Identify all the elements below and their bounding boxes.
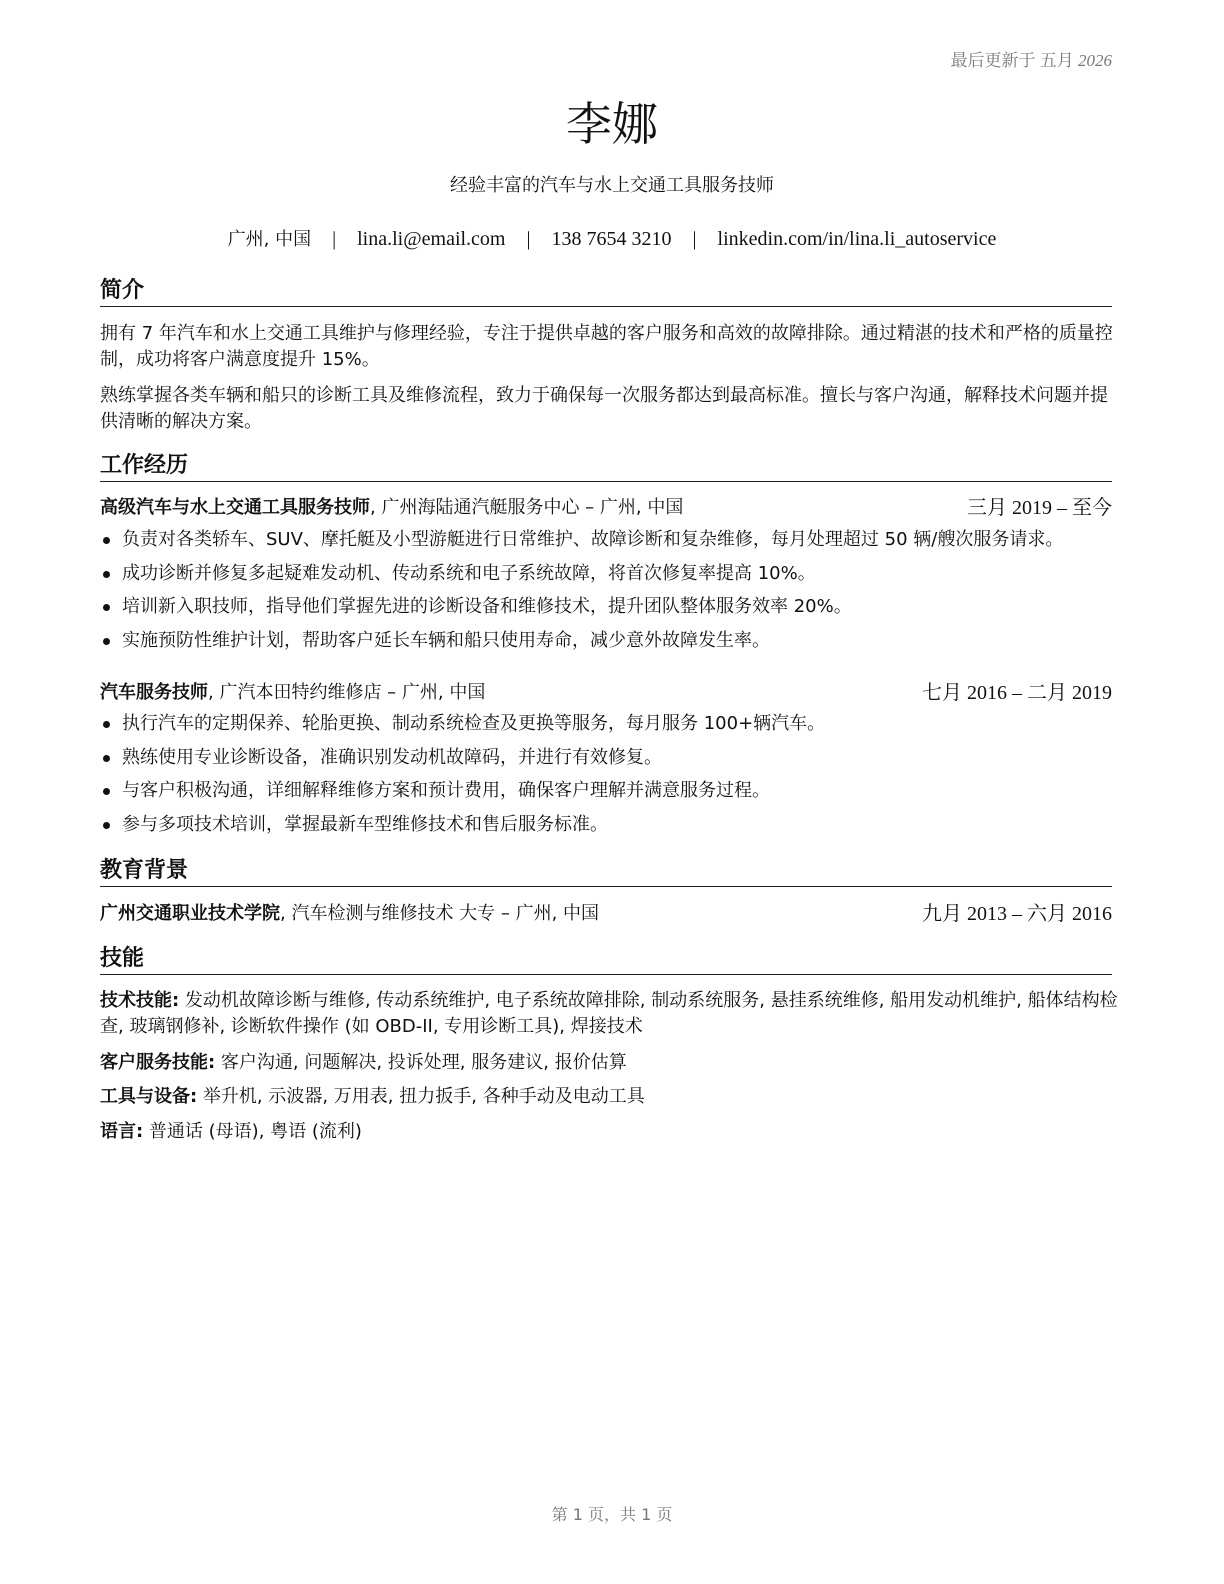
contact-separator: | xyxy=(332,228,337,250)
contact-phone: 138 7654 3210 xyxy=(551,228,672,250)
job-dates: 七月 2016 – 二月 2019 xyxy=(922,682,1112,704)
skill-label: 工具与设备: xyxy=(100,1086,198,1107)
bullet-icon xyxy=(103,721,110,728)
bullet-icon xyxy=(103,638,110,645)
school-name: 广州交通职业技术学院 xyxy=(100,903,280,924)
skill-text: 普通话 (母语), 粤语 (流利) xyxy=(143,1121,362,1142)
bullet-text: 成功诊断并修复多起疑难发动机、传动系统和电子系统故障，将首次修复率提高 10%。 xyxy=(122,562,816,584)
skill-label: 技术技能: xyxy=(100,990,180,1011)
skill-row xyxy=(100,1050,1118,1076)
list-item xyxy=(100,711,1120,745)
education-entry xyxy=(100,901,1112,927)
list-item xyxy=(100,561,1120,595)
page-number: 第 1 页，共 1 页 xyxy=(551,1505,673,1524)
bullet-icon xyxy=(103,788,110,795)
skill-label: 客户服务技能: xyxy=(100,1052,216,1073)
candidate-name: 李娜 xyxy=(566,97,658,151)
education-detail: , 汽车检测与维修技术 大专 – 广州, 中国 xyxy=(280,903,600,924)
bullet-text: 实施预防性维护计划，帮助客户延长车辆和船只使用寿命，减少意外故障发生率。 xyxy=(122,629,770,651)
section-heading-education: 教育背景 xyxy=(100,857,1112,887)
job-header xyxy=(100,495,1112,521)
bullet-icon xyxy=(103,571,110,578)
contact-separator: | xyxy=(692,228,697,250)
candidate-subtitle: 经验丰富的汽车与水上交通工具服务技师 xyxy=(450,175,774,196)
bullet-icon xyxy=(103,822,110,829)
education-dates: 九月 2013 – 六月 2016 xyxy=(922,903,1112,925)
skill-row xyxy=(100,988,1118,1040)
bullet-text: 与客户积极沟通，详细解释维修方案和预计费用，确保客户理解并满意服务过程。 xyxy=(122,780,770,801)
job-bullet-list xyxy=(100,711,1120,845)
job-title: 汽车服务技师 xyxy=(100,682,208,703)
skill-row xyxy=(100,1119,1118,1145)
bullet-text: 执行汽车的定期保养、轮胎更换、制动系统检查及更换等服务，每月服务 100+辆汽车。 xyxy=(122,713,826,734)
job-bullet-list xyxy=(100,527,1120,661)
bullet-icon xyxy=(103,537,110,544)
skill-text: 发动机故障诊断与维修, 传动系统维护, 电子系统故障排除, 制动系统服务, 悬挂系统维修, 船用发动机维护, 船体结构检查, 玻璃钢修补, 诊断软件操作 (如 OBD-II, 专用诊断工具), 焊接技术 xyxy=(100,990,1118,1037)
bullet-text: 参与多项技术培训，掌握最新车型维修技术和售后服务标准。 xyxy=(122,813,608,835)
contact-separator: | xyxy=(526,228,531,250)
section-heading-experience: 工作经历 xyxy=(100,452,1112,482)
skill-text: 举升机, 示波器, 万用表, 扭力扳手, 各种手动及电动工具 xyxy=(197,1086,645,1107)
section-heading-skills: 技能 xyxy=(100,945,1112,975)
bullet-text: 熟练使用专业诊断设备，准确识别发动机故障码，并进行有效修复。 xyxy=(122,746,662,768)
job-header xyxy=(100,680,1112,706)
list-item xyxy=(100,527,1120,561)
job-dates: 三月 2019 – 至今 xyxy=(967,497,1112,519)
bullet-text: 负责对各类轿车、SUV、摩托艇及小型游艇进行日常维护、故障诊断和复杂维修，每月处理超过 50 辆/艘次服务请求。 xyxy=(122,529,1064,550)
list-item xyxy=(100,778,1120,812)
last-updated-month: 五月 xyxy=(1039,51,1074,70)
list-item xyxy=(100,628,1120,662)
last-updated-prefix: 最后更新于 xyxy=(950,51,1036,70)
bullet-icon xyxy=(103,604,110,611)
contact-email[interactable]: lina.li@email.com xyxy=(357,228,506,250)
summary-paragraph: 熟练掌握各类车辆和船只的诊断工具及维修流程，致力于确保每一次服务都达到最高标准。擅长与客户沟通，解释技术问题并提供清晰的解决方案。 xyxy=(100,385,1108,432)
contact-location: 广州, 中国 xyxy=(227,229,312,250)
job-organization: , 广汽本田特约维修店 – 广州, 中国 xyxy=(208,682,486,703)
last-updated xyxy=(951,46,1113,71)
last-updated-year: 2026 xyxy=(1078,51,1112,70)
summary-paragraph: 拥有 7 年汽车和水上交通工具维护与修理经验，专注于提供卓越的客户服务和高效的故障排除。通过精湛的技术和严格的质量控制，成功将客户满意度提升 15%。 xyxy=(100,323,1113,370)
skill-label: 语言: xyxy=(100,1121,144,1142)
bullet-text: 培训新入职技师，指导他们掌握先进的诊断设备和维修技术，提升团队整体服务效率 20%。 xyxy=(122,596,852,617)
job-title: 高级汽车与水上交通工具服务技师 xyxy=(100,497,370,518)
skill-text: 客户沟通, 问题解决, 投诉处理, 服务建议, 报价估算 xyxy=(215,1052,627,1073)
job-organization: , 广州海陆通汽艇服务中心 – 广州, 中国 xyxy=(370,497,684,518)
list-item xyxy=(100,745,1120,779)
contact-linkedin[interactable]: linkedin.com/in/lina.li_autoservice xyxy=(717,228,997,250)
list-item xyxy=(100,594,1120,628)
section-heading-summary: 简介 xyxy=(100,277,1112,307)
contact-line xyxy=(0,225,1224,251)
list-item xyxy=(100,812,1120,846)
skill-row xyxy=(100,1084,1118,1110)
bullet-icon xyxy=(103,755,110,762)
